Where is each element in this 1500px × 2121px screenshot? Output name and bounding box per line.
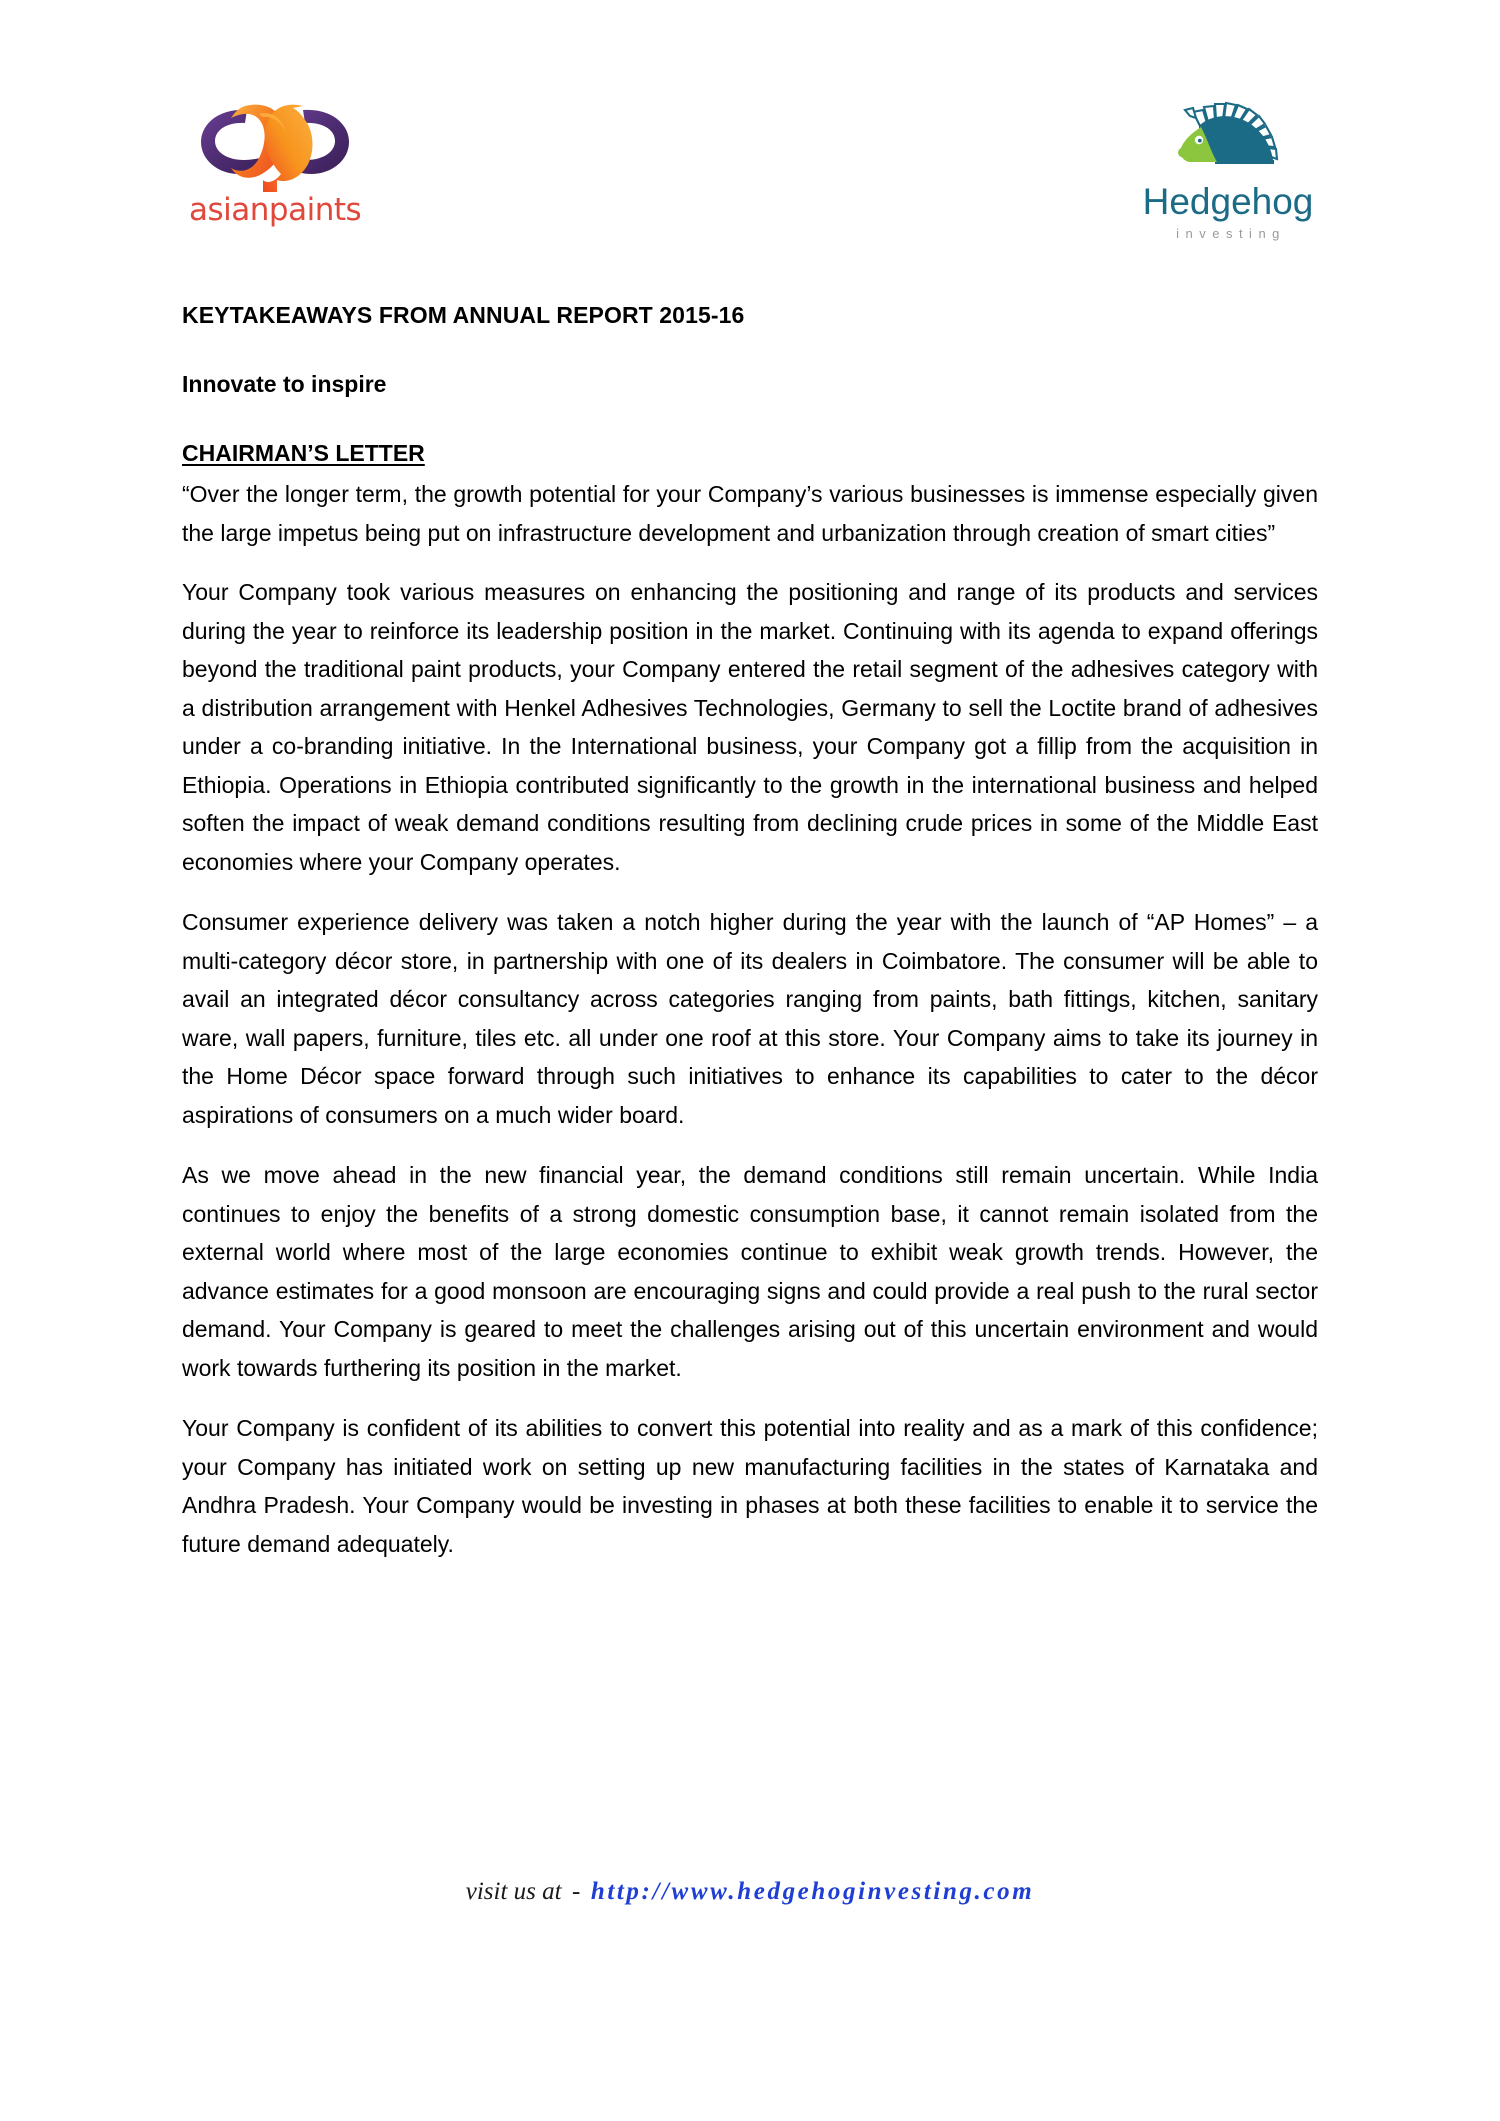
- document-subtitle: Innovate to inspire: [182, 371, 387, 398]
- hedgehog-logo: [1128, 96, 1328, 241]
- asianpaints-mark-icon: [185, 88, 365, 194]
- paragraph-4: Your Company is confident of its abilities to convert this potential into reality and as a mark of this confidence; your Company has initiated work on setting up new manufacturing facilities in the states of Karnataka and Andhra Pradesh. Your Company would be investing in phases at both these facilities to enable it to service the future demand adequately.: [182, 1415, 1318, 1557]
- paragraph-3: As we move ahead in the new financial year, the demand conditions still remain uncertain. While India continues to enjoy the benefits of a strong domestic consumption base, it cannot remain isolated from the external world where most of the large economies continue to exhibit weak growth trends. However, the advance estimates for a good monsoon are encouraging signs and could provide a real push to the rural sector demand. Your Company is geared to meet the challenges arising out of this uncertain environment and would work towards furthering its position in the market.: [182, 1162, 1318, 1381]
- page-header: [0, 0, 1500, 241]
- page-footer: [0, 1878, 1500, 1906]
- chairman-quote: “Over the longer term, the growth potential for your Company’s various businesses is immense especially given the large impetus being put on infrastructure development and urbanization through creation of smart cities”: [182, 481, 1318, 546]
- footer-website-link[interactable]: http://www.hedgehoginvesting.com: [590, 1878, 1035, 1905]
- asianpaints-wordmark: asianpaints: [189, 192, 362, 228]
- page-title: KEYTAKEAWAYS FROM ANNUAL REPORT 2015-16: [182, 302, 745, 328]
- paragraph-2: Consumer experience delivery was taken a notch higher during the year with the launch of “AP Homes” – a multi-category décor store, in partnership with one of its dealers in Coimbatore. The consumer will be able to avail an integrated décor consultancy across categories ranging from paints, bath fittings, kitchen, sanitary ware, wall papers, furniture, tiles etc. all under one roof at this store. Your Company aims to take its journey in the Home Décor space forward through such initiatives to enhance its capabilities to cater to the décor aspirations of consumers on a much wider board.: [182, 909, 1318, 1128]
- section-heading-chairmans-letter: CHAIRMAN’S LETTER: [182, 440, 425, 467]
- asianpaints-logo: [185, 88, 375, 238]
- footer-dash: -: [572, 1878, 581, 1905]
- hedgehog-wordmark: Hedgehog: [1142, 181, 1314, 222]
- hedgehog-subword: investing: [1176, 225, 1286, 241]
- paragraph-1: Your Company took various measures on enhancing the positioning and range of its products and services during the year to reinforce its leadership position in the market. Continuing with its agenda to expand offerings beyond the traditional paint products, your Company entered the retail segment of the adhesives category with a distribution arrangement with Henkel Adhesives Technologies, Germany to sell the Loctite brand of adhesives under a co-branding initiative. In the International business, your Company got a fillip from the acquisition in Ethiopia. Operations in Ethiopia contributed significantly to the growth in the international business and helped soften the impact of weak demand conditions resulting from declining crude prices in some of the Middle East economies where your Company operates.: [182, 579, 1318, 875]
- hedgehog-mark-icon: [1155, 96, 1301, 180]
- document-body: [182, 300, 1318, 1585]
- footer-visit-label: visit us at: [465, 1878, 562, 1905]
